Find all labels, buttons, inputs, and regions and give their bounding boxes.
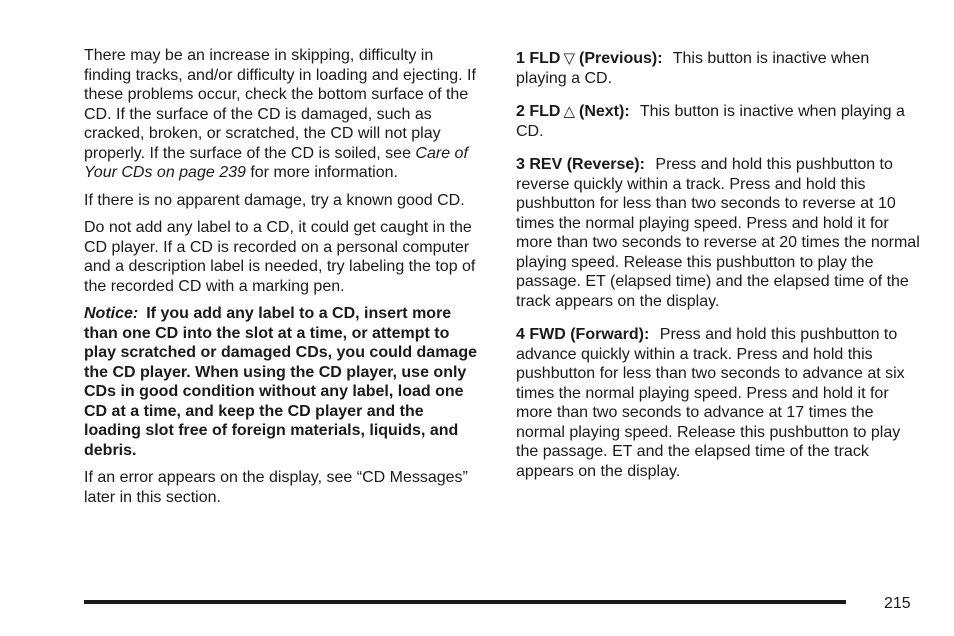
- right-column: [516, 49, 922, 495]
- fld-next-label: 2 FLD: [516, 103, 561, 120]
- paragraph-text: There may be an increase in skipping, difficulty in finding tracks, and/or difficulty in loading and ejecting. If these problems occur, check the bottom surface of the CD. If the surface of the CD is damaged, such as cracked, broken, or scratched, the CD will not play properly. If the surface of the CD is soiled, see: [84, 47, 476, 162]
- fld-next-entry: [516, 102, 922, 141]
- fwd-entry: [516, 325, 922, 481]
- paragraph-skipping: [84, 46, 484, 183]
- fld-previous-label: 1 FLD: [516, 50, 561, 67]
- left-column: [84, 46, 484, 515]
- paragraph-text: for more information.: [245, 164, 398, 181]
- fld-previous-entry: [516, 49, 922, 88]
- fld-next-name: (Next):: [579, 103, 630, 120]
- fld-previous-name: (Previous):: [579, 50, 663, 67]
- rev-entry: [516, 155, 922, 311]
- footer-rule: [84, 600, 846, 604]
- fwd-label: 4 FWD (Forward):: [516, 326, 650, 343]
- fwd-text: Press and hold this pushbutton to advance quickly within a track. Press and hold this pushbutton for less than two seconds to advance at six times the normal playing speed. Press and hold it for more than two seconds to advance at 17 times the normal playing speed. Release this pushbutton to play the passage. ET and the elapsed time of the track appears on the display.: [516, 326, 905, 480]
- page-number: 215: [884, 595, 911, 612]
- fld-next-text: This button is inactive when playing a CD.: [516, 103, 905, 140]
- cross-reference-link: Care of Your CDs on page 239: [84, 144, 468, 181]
- paragraph-known-good-cd: If there is no apparent damage, try a known good CD.: [84, 191, 465, 209]
- fld-previous-text: This button is inactive when playing a CD.: [516, 50, 870, 87]
- triangle-up-icon: △: [563, 103, 575, 120]
- notice-text: If you add any label to a CD, insert more than one CD into the slot at a time, or attempt to play scratched or damaged CDs, you could damage the CD player. When using the CD player, use only CDs in good condition without any label, load one CD at a time, and keep the CD player and the loading slot free of foreign materials, liquids, and debris.: [84, 305, 477, 459]
- rev-label: 3 REV (Reverse):: [516, 156, 645, 173]
- rev-text: Press and hold this pushbutton to reverse quickly within a track. Press and hold this pushbutton for less than two seconds to reverse at 10 times the normal playing speed. Press and hold it for more than two seconds to reverse at 20 times the normal playing speed. Release this pushbutton to play the passage. ET (elapsed time) and the elapsed time of the track appears on the display.: [516, 156, 920, 310]
- triangle-down-icon: ▽: [563, 50, 575, 67]
- notice-block: [84, 304, 484, 460]
- paragraph-label-warning: Do not add any label to a CD, it could get caught in the CD player. If a CD is recorded on a personal computer and a description label is needed, try labeling the top of the recorded CD with a marking pen.: [84, 219, 476, 295]
- notice-label: Notice:: [84, 305, 139, 322]
- paragraph-error-display: If an error appears on the display, see “CD Messages” later in this section.: [84, 469, 468, 506]
